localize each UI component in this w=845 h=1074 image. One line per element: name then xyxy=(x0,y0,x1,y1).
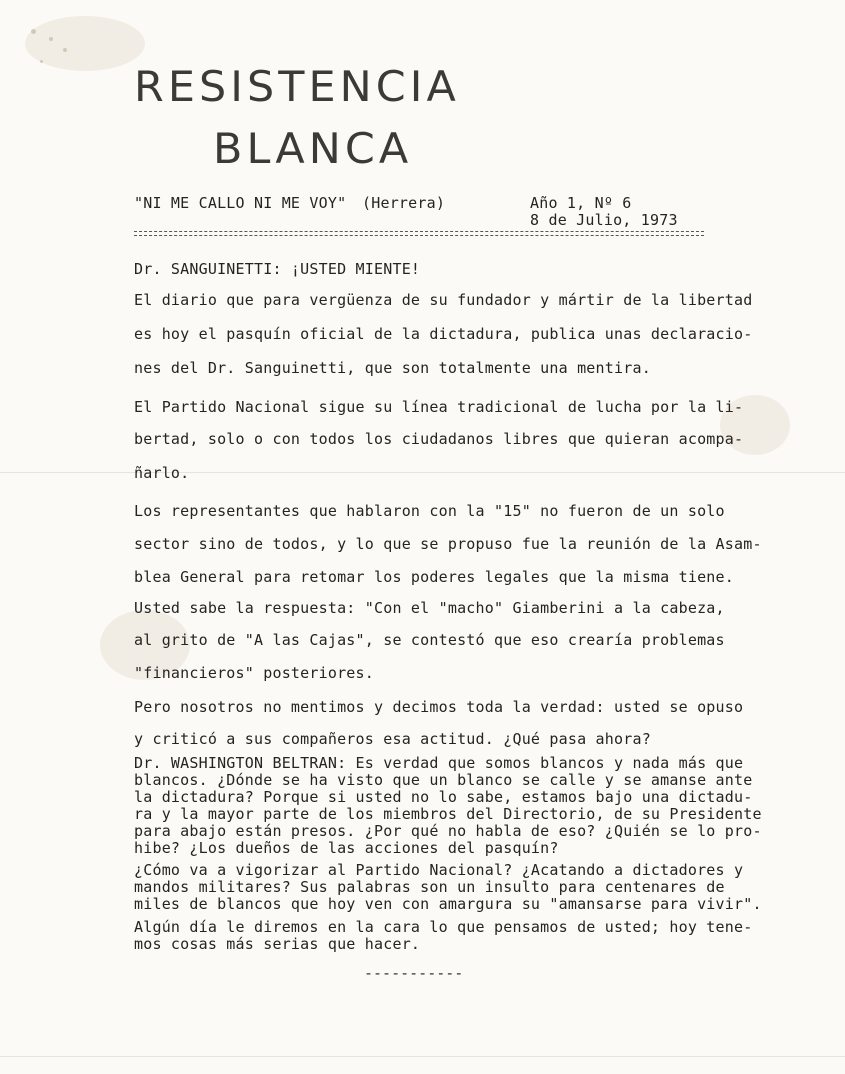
masthead-slogan: "NI ME CALLO NI ME VOY" xyxy=(134,194,347,212)
body-line: El diario que para vergüenza de su fundador y mártir de la libertad xyxy=(134,291,753,309)
masthead-author: (Herrera) xyxy=(362,194,446,212)
body-line: El Partido Nacional sigue su línea tradicional de lucha por la li- xyxy=(134,398,744,416)
masthead-title-line-1: RESISTENCIA xyxy=(134,62,460,111)
body-line: blancos. ¿Dónde se ha visto que un blanco se calle y se amanse ante xyxy=(134,771,753,789)
body-line: sector sino de todos, y lo que se propuso fue la reunión de la Asam- xyxy=(134,535,762,553)
body-line: mandos militares? Sus palabras son un insulto para centenares de xyxy=(134,878,725,896)
paper-fold-line xyxy=(0,1056,845,1057)
body-line: Algún día le diremos en la cara lo que pensamos de usted; hoy tene- xyxy=(134,918,753,936)
body-line: Los representantes que hablaron con la "15" no fueron de un solo xyxy=(134,502,725,520)
body-line: Usted sabe la respuesta: "Con el "macho" Giamberini a la cabeza, xyxy=(134,599,725,617)
body-line: al grito de "A las Cajas", se contestó que eso crearía problemas xyxy=(134,631,725,649)
issue-number: Año 1, Nº 6 xyxy=(530,194,632,212)
body-line: Pero nosotros no mentimos y decimos toda la verdad: usted se opuso xyxy=(134,698,744,716)
body-line: para abajo están presos. ¿Por qué no habla de eso? ¿Quién se lo pro- xyxy=(134,822,762,840)
closing-dashes: ----------- xyxy=(364,964,464,982)
body-line: bertad, solo o con todos los ciudadanos libres que quieran acompa- xyxy=(134,430,744,448)
masthead-title-line-2: BLANCA xyxy=(213,124,413,173)
body-line: ¿Cómo va a vigorizar al Partido Nacional? ¿Acatando a dictadores y xyxy=(134,861,744,879)
body-line: ra y la mayor parte de los miembros del Directorio, de su Presidente xyxy=(134,805,762,823)
body-line: la dictadura? Porque si usted no lo sabe, estamos bajo una dictadu- xyxy=(134,788,753,806)
body-line: ñarlo. xyxy=(134,464,190,482)
paper-stain xyxy=(25,16,145,71)
paper-fold-line xyxy=(0,472,845,473)
paper-mark xyxy=(40,60,43,63)
article-heading: Dr. SANGUINETTI: ¡USTED MIENTE! xyxy=(134,260,421,278)
issue-date: 8 de Julio, 1973 xyxy=(530,211,678,229)
body-line: "financieros" posteriores. xyxy=(134,664,374,682)
paper-mark xyxy=(49,37,53,41)
body-line: nes del Dr. Sanguinetti, que son totalmente una mentira. xyxy=(134,359,651,377)
body-line: Dr. WASHINGTON BELTRAN: Es verdad que somos blancos y nada más que xyxy=(134,754,744,772)
body-line: mos cosas más serias que hacer. xyxy=(134,935,421,953)
body-line: miles de blancos que hoy ven con amargura su "amansarse para vivir". xyxy=(134,895,762,913)
body-line: y criticó a sus compañeros esa actitud. ¿Qué pasa ahora? xyxy=(134,730,651,748)
paper-mark xyxy=(63,48,67,52)
body-line: es hoy el pasquín oficial de la dictadura, publica unas declaracio- xyxy=(134,325,753,343)
body-line: hibe? ¿Los dueños de las acciones del pasquín? xyxy=(134,839,559,857)
body-line: blea General para retomar los poderes legales que la misma tiene. xyxy=(134,568,734,586)
header-divider xyxy=(134,231,704,236)
paper-mark xyxy=(31,29,36,34)
